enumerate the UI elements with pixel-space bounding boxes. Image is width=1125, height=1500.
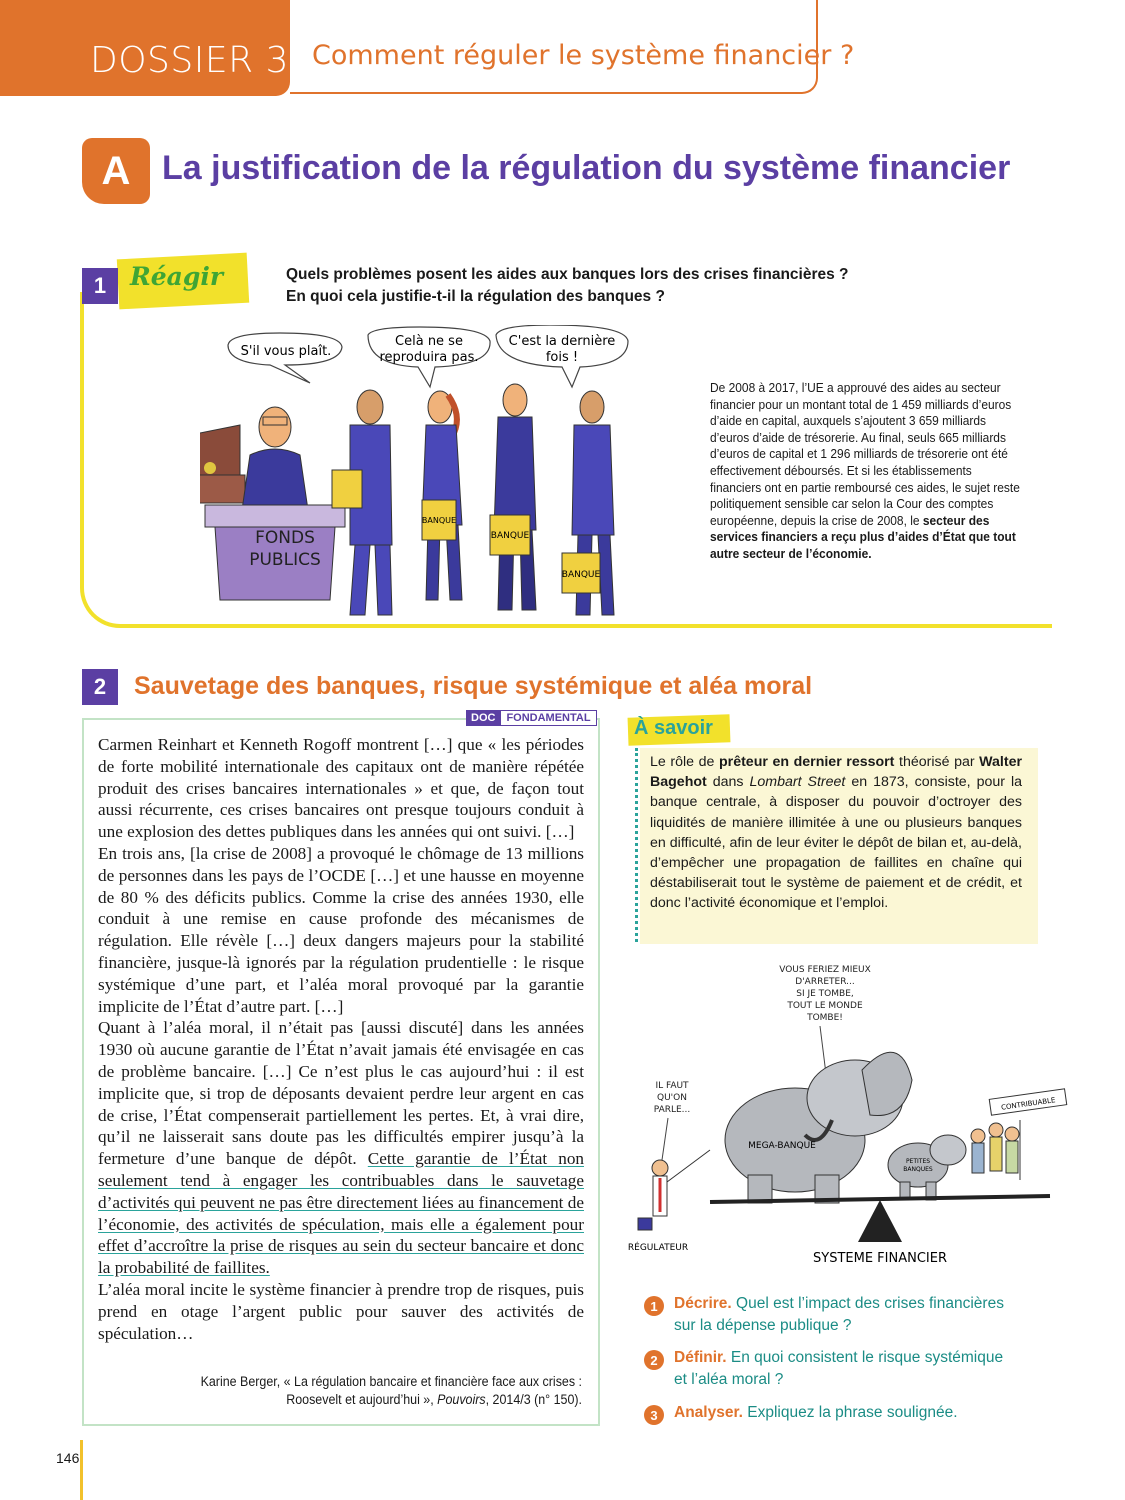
doc1-question-1: Quels problèmes posent les aides aux banques lors des crises financières ? xyxy=(286,266,849,283)
top-bubble-4: TOUT LE MONDE xyxy=(787,1001,863,1011)
doc2-body xyxy=(98,734,584,1344)
question-3-verb: Analyser. xyxy=(674,1404,743,1421)
doc1-question-2: En quoi cela justifie-t-il la régulation des banques ? xyxy=(286,288,665,305)
source-line-2 xyxy=(180,1391,582,1409)
doc1-number: 1 xyxy=(82,268,118,304)
doc2-paragraph-1: Carmen Reinhart et Kenneth Rogoff montrent […] que « les périodes de forte mobilité internationale des capitaux ont de manière répétée produit des crises bancaires internationales » et que, de façon tout aussi récurrente, ces crises bancaires ont presque toujours conduit à une explosion des dettes publiques dans les années qui ont suivi. […] xyxy=(98,735,584,842)
treasure-chest xyxy=(200,425,245,503)
savoir-i1: Lombart Street xyxy=(749,774,846,791)
question-3 xyxy=(674,1402,958,1424)
question-2-verb: Définir. xyxy=(674,1349,727,1366)
doc2-paragraph-3 xyxy=(98,1017,584,1279)
badge-fondamental: FONDAMENTAL xyxy=(500,710,596,726)
bag-label-2: BANQUE xyxy=(490,531,530,541)
savoir-b2: Walter Bagehot xyxy=(650,754,1023,791)
mega-banque-label: MEGA-BANQUE xyxy=(748,1141,816,1151)
taxpayers-group xyxy=(971,1089,1067,1180)
question-1-text-2: sur la dépense publique ? xyxy=(674,1317,852,1334)
desk-label-2: PUBLICS xyxy=(249,550,321,570)
question-1-verb: Décrire. xyxy=(674,1295,732,1312)
question-1-number: 1 xyxy=(644,1296,664,1316)
question-2-number: 2 xyxy=(644,1350,664,1370)
question-2 xyxy=(674,1347,1003,1391)
left-bubble-2: QU'ON xyxy=(657,1093,687,1103)
mega-banque-elephant xyxy=(725,1052,912,1203)
speech-bubble-3 xyxy=(496,325,628,387)
doc1-questions xyxy=(286,264,849,308)
source-line-1: Karine Berger, « La régulation bancaire et financière face aux crises : xyxy=(200,1374,582,1389)
bank-representative-2 xyxy=(422,391,462,600)
desk-label-1: FONDS xyxy=(255,528,315,548)
bubble3-text-1: C'est la dernière xyxy=(508,334,616,349)
dossier-label: DOSSIER 3 xyxy=(90,40,289,81)
doc2-paragraph-3-text: Quant à l’aléa moral, il n’était pas [aussi discuté] dans les années 1930 où aucune garantie de l’État n’avait jamais été envisagée en cas de problème bancaire. […] Ce n’est plus le cas aujourd’hui : il est implicite que, si trop de déposants devaient perdre leur argent en cas de crise, l’État compenserait partiellement les pertes. Et, à vrai dire, qu’il ne laisserait sans doute pas les difficultés empirer jusqu’à la fermeture d’une banque de dépôt. xyxy=(98,1018,584,1169)
bag-label-1: BANQUE xyxy=(421,516,457,525)
doc2-paragraph-2: En trois ans, [la crise de 2008] a provoqué le chômage de 13 millions de personnes dans les pays de l’OCDE […] et une hausse en moyenne de 80 % des déficits publics. Comme la crise des années 1930, elle conduit à une remise en cause profonde des mécanismes de régulation. Elle révèle […] deux dangers majeurs pour la stabilité financière, jusque-là ignorés par la régulation prudentielle : le risque systémique d’une part, et l’aléa moral provoqué par la garantie implicite de l’État d’autre part. […] xyxy=(98,843,584,1016)
doc2-source xyxy=(180,1373,582,1409)
question-2-text: En quoi consistent le risque systémique xyxy=(730,1349,1004,1366)
left-bubble-1: IL FAUT xyxy=(655,1081,689,1091)
speech-bubble-1 xyxy=(228,333,342,383)
a-savoir-dotted-rule xyxy=(635,748,638,942)
doc1-info-bold: secteur des services financiers a reçu plus d’aides d’État que tout autre secteur de l’économie. xyxy=(710,513,1016,561)
a-savoir-text xyxy=(650,752,1022,914)
doc1-info-text xyxy=(710,380,1024,563)
question-1 xyxy=(674,1293,1004,1337)
doc1-info-plain: De 2008 à 2017, l’UE a approuvé des aides au secteur financier pour un montant total de 1 459 milliards d’euros d’aide en capital, auxquels s’ajoutent 3 659 milliards d’euros d’aide de trésorerie. Au final, seuls 665 milliards d’euros de capital et 1 296 milliards de trésorerie ont été effectivement déboursés. Et si les établissements financiers ont en partie remboursé ces aides, le sujet reste politiquement sensible car selon la Cour des comptes européenne, depuis la crise de 2008, le xyxy=(710,381,1020,528)
badge-doc: DOC xyxy=(466,710,500,726)
savoir-t4: en 1873, consiste, pour la banque centrale, à disposer du pouvoir d’octroyer des liquidités de manière illimitée à une ou plusieurs banques en difficulté, afin de leur éviter le dépôt de bilan et, au-delà, d’empêcher une propagation de faillites en chaîne qui déstabiliserait tout le système de paiement et de crédit, et donc l’activité économique et l’emploi. xyxy=(650,774,1022,912)
systeme-financier-label: SYSTEME FINANCIER xyxy=(813,1251,947,1266)
bag-label-3: BANQUE xyxy=(561,570,601,580)
elephant-seesaw-cartoon xyxy=(600,950,1070,1275)
petites-label-1: PETITES xyxy=(905,1158,931,1165)
left-bubble-3: PARLE... xyxy=(653,1105,691,1115)
petites-banques-elephants xyxy=(888,1135,966,1200)
savoir-t1: Le rôle de xyxy=(650,754,719,770)
doc2-paragraph-4: L’aléa moral incite le système financier à prendre trop de risques, puis prend en otage l’argent public pour sauver des activités de spéculation… xyxy=(98,1279,584,1343)
fonds-publics-desk xyxy=(205,505,345,600)
bubble2-text-2: reproduira pas. xyxy=(379,350,479,365)
underlined-sentence: Cette garantie de l’État non seulement tend à engager les contribuables dans le sauvetage d’activités qui peuvent ne pas être directement liées au financement de l’économie, des activités de spéculation, mais elle a également pour effet d’accroître la prise de risques au sein du secteur bancaire et donc la probabilité de faillites. xyxy=(98,1149,585,1278)
savoir-t3: dans xyxy=(706,774,750,791)
petites-label-2: BANQUES xyxy=(903,1166,933,1173)
seesaw xyxy=(710,1196,1050,1266)
source-journal: Pouvoirs xyxy=(437,1392,486,1407)
bank-representative-3 xyxy=(490,384,536,610)
header-title: Comment réguler le système financier ? xyxy=(312,40,855,71)
top-bubble-1: VOUS FERIEZ MIEUX xyxy=(779,965,871,975)
bubble1-text: S'il vous plaît. xyxy=(240,344,332,359)
section-title: La justification de la régulation du système financier xyxy=(162,149,1011,187)
regulateur-figure xyxy=(628,1150,710,1253)
savoir-b1: prêteur en dernier ressort xyxy=(719,754,895,770)
doc2-title: Sauvetage des banques, risque systémique et aléa moral xyxy=(134,672,813,700)
banker-figure xyxy=(242,407,308,510)
question-3-number: 3 xyxy=(644,1405,664,1425)
doc-fondamental-badge xyxy=(466,710,597,726)
bank-representative-4 xyxy=(562,391,614,615)
question-3-text: Expliquez la phrase soulignée. xyxy=(747,1404,958,1421)
doc2-number: 2 xyxy=(82,669,118,705)
bank-representative-1 xyxy=(332,390,392,615)
bubble3-text-2: fois ! xyxy=(545,350,579,365)
reagir-tag: Réagir xyxy=(130,262,224,291)
page-margin-bar xyxy=(80,1440,83,1500)
question-1-text: Quel est l’impact des crises financières xyxy=(736,1295,1004,1312)
top-bubble-2: D'ARRETER... xyxy=(795,977,855,987)
speech-bubble-2 xyxy=(368,327,490,387)
question-2-text-2: et l’aléa moral ? xyxy=(674,1371,784,1388)
savoir-t2: théorisé par xyxy=(894,754,980,770)
page-number: 146 xyxy=(56,1450,80,1466)
section-letter-badge: A xyxy=(82,138,150,204)
top-bubble-5: TOMBE! xyxy=(807,1013,843,1023)
bubble2-text-1: Celà ne se xyxy=(395,334,463,349)
regulateur-label: RÉGULATEUR xyxy=(627,1243,689,1253)
a-savoir-heading: À savoir xyxy=(634,717,713,739)
contribuable-sign: CONTRIBUABLE xyxy=(1000,1096,1056,1112)
source-ref: , 2014/3 (n° 150). xyxy=(485,1392,582,1407)
bankers-cartoon-illustration xyxy=(200,325,660,625)
top-bubble-3: SI JE TOMBE, xyxy=(796,989,854,999)
source-title-end: Roosevelt et aujourd’hui », xyxy=(286,1392,434,1407)
